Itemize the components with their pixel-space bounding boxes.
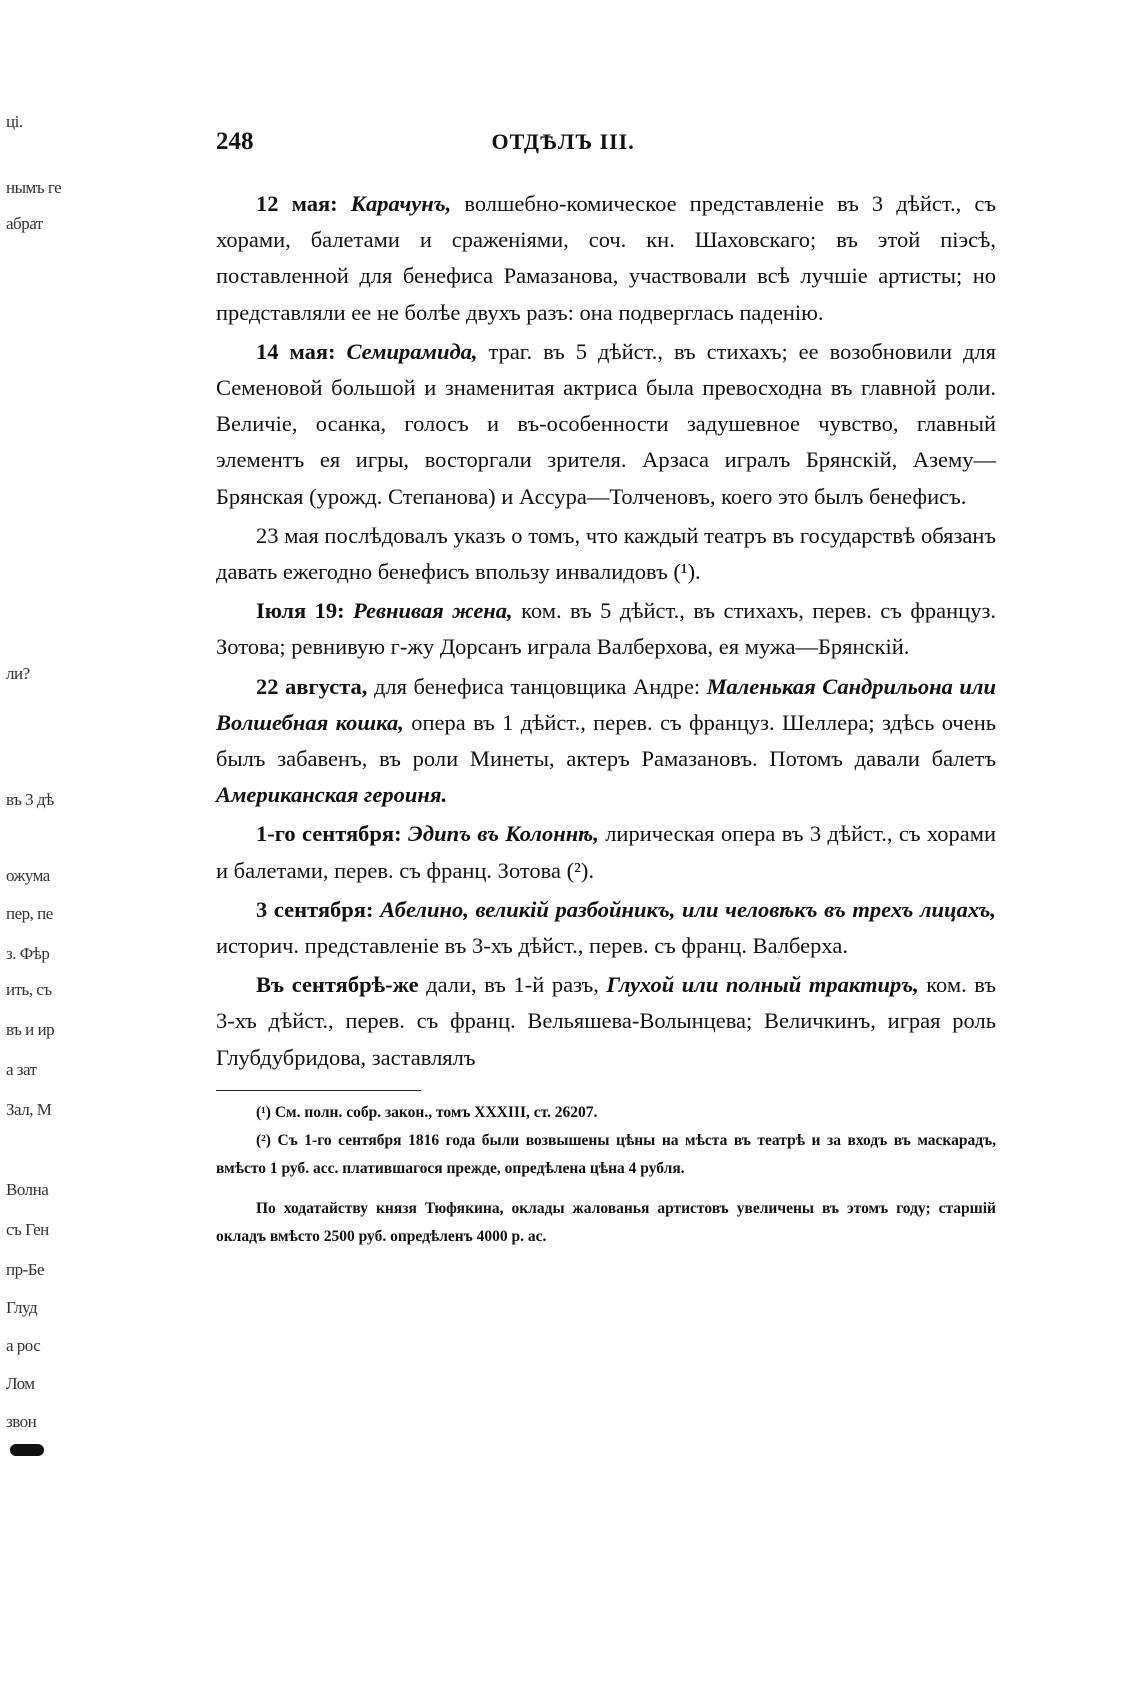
margin-fragment: Волна: [6, 1180, 49, 1199]
paragraph-text: траг. въ 5 дѣйст., въ стихахъ; ее возобновили для Семеновой большой и знаменитая актриса была превосходна въ главной роли. Величіе, осанка, голосъ и въ-особенности задушевное чувство, главный элементъ ея игры, восторгали зрителя. Арзаса игралъ Брянскій, Азему—Брянская (урожд. Степанова) и Ассура—Толченовъ, коего это былъ бенефисъ.: [216, 338, 996, 509]
margin-fragment: Зал, М: [6, 1100, 52, 1119]
margin-fragment: Глуд: [6, 1298, 38, 1317]
margin-fragment: въ и ир: [6, 1020, 55, 1039]
margin-fragment: з. Фѣр: [6, 944, 50, 963]
paragraph-text: волшебно-комическое представленіе въ 3 дѣйст., съ хорами, балетами и сраженіями, соч. кн. Шаховскаго; въ этой піэсѣ, поставленной для бенефиса Рамазанова, участвовали всѣ лучшіе артисты; но представляли ее не болѣе двухъ разъ: она подверглась паденію.: [216, 191, 997, 325]
paragraph: [216, 186, 996, 331]
footnotes: [216, 1099, 996, 1251]
paragraph: [216, 593, 996, 665]
margin-fragment: ить, съ: [6, 980, 52, 999]
paragraph-text: ком. въ 5 дѣйст., въ стихахъ, перев. съ француз. Зотова; ревнивую г-жу Дорсанъ играла Валберхова, ея мужа—Брянскій.: [216, 598, 996, 660]
margin-fragment: пр-Бе: [6, 1260, 45, 1279]
footnote: По ходатайству князя Тюфякина, оклады жалованья артистовъ увеличены въ этомъ году; старшій окладъ вмѣсто 2500 руб. опредѣленъ 4000 р. ас.: [216, 1199, 996, 1245]
margin-fragment: звон: [6, 1412, 37, 1431]
margin-fragment: ли?: [6, 664, 30, 683]
work-title: Эдипъ въ Колоннѣ,: [407, 821, 599, 847]
paragraph-text: лирическая опера въ 3 дѣйст., съ хорами и балетами, перев. съ франц. Зотова (²).: [216, 821, 997, 883]
paragraph: [216, 967, 996, 1076]
work-title: Семирамида,: [346, 338, 478, 364]
paragraph-text: историч. представленіе въ 3-хъ дѣйст., перев. съ франц. Валберха.: [216, 933, 848, 959]
section-title: ОТДѢЛЪ III.: [491, 129, 635, 154]
entry-date: 14 мая:: [256, 338, 336, 364]
work-title: Глухой или полный трактиръ,: [606, 972, 919, 998]
paragraph-text: дали, въ 1-й разъ,: [418, 972, 607, 998]
margin-fragment: Лом: [6, 1374, 35, 1393]
margin-fragment: съ Ген: [6, 1220, 49, 1239]
page-number: 248: [216, 128, 254, 155]
margin-fragment: абрат: [6, 214, 43, 233]
entry-date: 1-го сентября:: [256, 821, 402, 847]
paragraph: [216, 334, 996, 515]
ink-blot: [10, 1444, 44, 1456]
paragraph-text: опера въ 1 дѣйст., перев. съ француз. Шеллера; здѣсь очень былъ забавенъ, въ роли Минеты, актеръ Рамазановъ. Потомъ давали балетъ: [216, 709, 997, 772]
footnote: (²) Съ 1-го сентября 1816 года были возвышены цѣны на мѣста въ театрѣ и за входъ въ маскарадъ, вмѣсто 1 руб. асс. платившагося прежде, опредѣлена цѣна 4 рубля.: [216, 1131, 996, 1177]
margin-fragment: ці.: [6, 112, 23, 131]
margin-fragment: пер, пе: [6, 904, 53, 923]
work-title: Маленькая Сандрильона или Волшебная кошка,: [216, 673, 996, 735]
paragraph: [216, 816, 996, 888]
footnote: (¹) См. полн. собр. закон., томъ XXXIII, ст. 26207.: [256, 1103, 598, 1121]
paragraph-text: ком. въ 3-хъ дѣйст., перев. съ франц. Вельяшева-Волынцева; Величкинъ, играя роль Глубдубридова, заставлялъ: [216, 972, 997, 1070]
entry-date: 22 августа,: [256, 673, 368, 699]
paragraph-text: 23 мая послѣдовалъ указъ о томъ, что каждый театръ въ государствѣ обязанъ давать ежегодно бенефисъ впользу инвалидовъ (¹).: [216, 522, 996, 585]
margin-fragment: нымъ ге: [6, 178, 62, 197]
entry-date: 3 сентября:: [256, 896, 374, 922]
paragraph-text: для бенефиса танцовщика Андре:: [367, 673, 707, 699]
entry-date: 12 мая:: [256, 191, 338, 216]
body-text: [216, 186, 996, 1076]
margin-fragment: а рос: [6, 1336, 41, 1355]
margin-fragment: въ 3 дѣ: [6, 790, 54, 809]
entry-date: Іюля 19:: [256, 598, 345, 624]
work-title: Абелино, великій разбойникъ, или человѣкъ въ трехъ лицахъ,: [380, 896, 996, 922]
paragraph: [216, 669, 996, 814]
work-title: Карачунъ,: [350, 191, 452, 216]
footnote-rule: [216, 1090, 421, 1091]
work-title: Американская героиня.: [216, 782, 448, 808]
margin-fragment: ожума: [6, 866, 50, 885]
book-page: [216, 128, 996, 1251]
work-title: Ревнивая жена,: [353, 598, 513, 624]
entry-date: Въ сентябрѣ-же: [256, 972, 419, 998]
paragraph: [216, 518, 996, 590]
running-header: [216, 128, 996, 168]
margin-fragment: а зат: [6, 1060, 37, 1079]
paragraph: [216, 892, 996, 964]
